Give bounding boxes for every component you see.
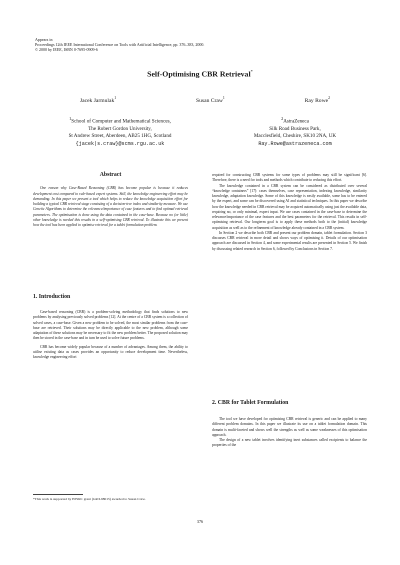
affiliation-line: The Robert Gordon University, (88, 125, 152, 132)
paper-title-text: Self-Optimising CBR Retrieval (147, 69, 251, 79)
abstract-text: One reason why Case-Based Reasoning (CBR) has become popular is because it reduces development cost compared to rule-based expert systems. Still, the knowledge engineering effort may be demanding. In this paper we present a tool which helps to reduce the knowledge acquisition effort for building a typical CBR retrieval stage consisting of a decision-tree index and similarity measure. We use Genetic Algorithms to determine the relevance/importance of case features and to find optimal retrieval parameters. The optimisation is done using the data contained in the case-base. Because no (or little) other knowledge is needed this results in a self-optimising CBR retrieval. To illustrate this we present how the tool has been applied to optimise retrieval for a tablet formulation problem. (33, 186, 188, 227)
footnote: *This work is supported by EPSRC grant (GR/L98015) awarded to Susan Craw. (33, 497, 146, 501)
affiliation-line: Macclesfield, Cheshire, SK10 2NA, UK (253, 133, 337, 140)
venue-line-2: Proceedings 12th IEEE International Conference on Tools with Artificial Intelligence, pp. 376–383, 2000. (35, 42, 205, 48)
affiliation-mark: 1 (69, 116, 72, 121)
section-2-paragraph-2: The design of a new tablet involves identifying inert substances called excipients to balance the properties of the (212, 438, 367, 448)
right-paragraph-0: required for constructing CBR systems for some types of problems may still be significant [6]. Therefore, there is a need for tools and methods which contribute to reducing this effort. (212, 173, 367, 183)
affiliation-email: {jacek|s.craw}@scms.rgu.ac.uk (75, 140, 165, 147)
title-footnote-mark: * (250, 69, 253, 74)
author-list (40, 96, 370, 104)
author-affiliation-mark: 1 (222, 96, 225, 100)
author-name: Susan Craw (196, 97, 223, 104)
affiliation-line: School of Computer and Mathematical Sciences, (71, 118, 171, 125)
intro-paragraph-1: Case-based reasoning (CBR) is a problem-solving methodology that finds solutions to new problems by analysing previously solved problems [12]. At the centre of a CBR system is a collection of solved cases, a case-base. Given a new problem to be solved, the most similar problems from the case-base are retrieved. Their solutions may be directly applicable to the new problem, although some adaptation of these solutions may be necessary to fit the new problem better. The proposed solution may then be stored in the case-base and in turn be used to solve future problems. (33, 310, 188, 341)
right-paragraph-1: The knowledge contained in a CBR system can be considered as distributed over several “knowledge containers” [17]: cases themselves, case representation, indexing knowledge, similarity knowledge, adaptation knowledge. Some of this knowledge is easily available, some has to be entered by the expert, and some can be discovered using AI and statistical techniques. In this paper we describe how the knowledge needed in CBR retrieval may be acquired automatically using just the available data, requiring no, or only minimal, expert input. We use cases contained in the case-base to determine the relevance/importance of the case features and the best parameters for the retrieval. This results in self-optimising retrieval. Our longterm goal is to apply these methods both to the (initial) knowledge acquisition as well as to the refinement of knowledge already contained in a CBR system. (212, 183, 367, 230)
author (80, 96, 116, 104)
left-column (33, 173, 188, 228)
venue-line-1: Appears in (35, 37, 53, 42)
introduction-body (33, 310, 188, 360)
right-column (212, 173, 367, 252)
author-affiliation-mark: 2 (328, 96, 331, 100)
section-heading-cbr-tablet: 2. CBR for Tablet Formulation (212, 400, 289, 406)
page-number: 376 (196, 519, 204, 524)
author-name: Jacek Jarmulak (79, 97, 115, 104)
author (305, 96, 330, 104)
affiliation-line: St Andrew Street, Aberdeen, AB25 1HG, Scotland (68, 133, 172, 140)
affiliation-left (40, 115, 200, 148)
venue-line-3: © 2000 by IEEE, ISBN 0-7695-0909-6 (35, 47, 98, 53)
section-heading-introduction: 1. Introduction (33, 294, 71, 300)
paper-title (0, 69, 400, 79)
affiliation-mark: 2 (281, 116, 284, 121)
affiliation-email: Ray.Rowe@astrazeneca.com (258, 140, 332, 147)
affiliation-line: Silk Road Business Park, (269, 125, 321, 132)
venue-info (35, 37, 204, 53)
section-2-paragraph-1: The tool we have developed for optimising CBR retrieval is generic and can be applied to many different problem domains. In this paper we illustrate its use on a tablet formulation domain. This domain is multi-faceted and shows well the strengths as well as some weaknesses of this optimisation approach. (212, 417, 367, 437)
author (196, 96, 225, 104)
abstract-heading: Abstract (99, 172, 122, 178)
author-affiliation-mark: 1 (114, 96, 117, 100)
intro-paragraph-2: CBR has become widely popular because of a number of advantages. Among them, the ability to utilise existing data as cases provides an opportunity to reduce development time. Nevertheless, knowledge engineering effort (33, 344, 188, 359)
section-2-body (212, 417, 367, 449)
affiliation-line: AstraZeneca (283, 118, 309, 125)
author-name: Ray Rowe (304, 97, 329, 104)
footnote-rule (33, 494, 83, 495)
right-paragraph-2: In Section 2 we describe both CBR and present our problem domain, tablet formulation. Section 3 discusses CBR retrieval in more detail and shows ways of optimising it. Details of our optimisation approach are discussed in Section 4, and some experimental results are presented in Section 5. We finish by discussing related research in Section 6, followed by Conclusions in Section 7. (212, 230, 367, 251)
affiliation-right (215, 115, 375, 148)
